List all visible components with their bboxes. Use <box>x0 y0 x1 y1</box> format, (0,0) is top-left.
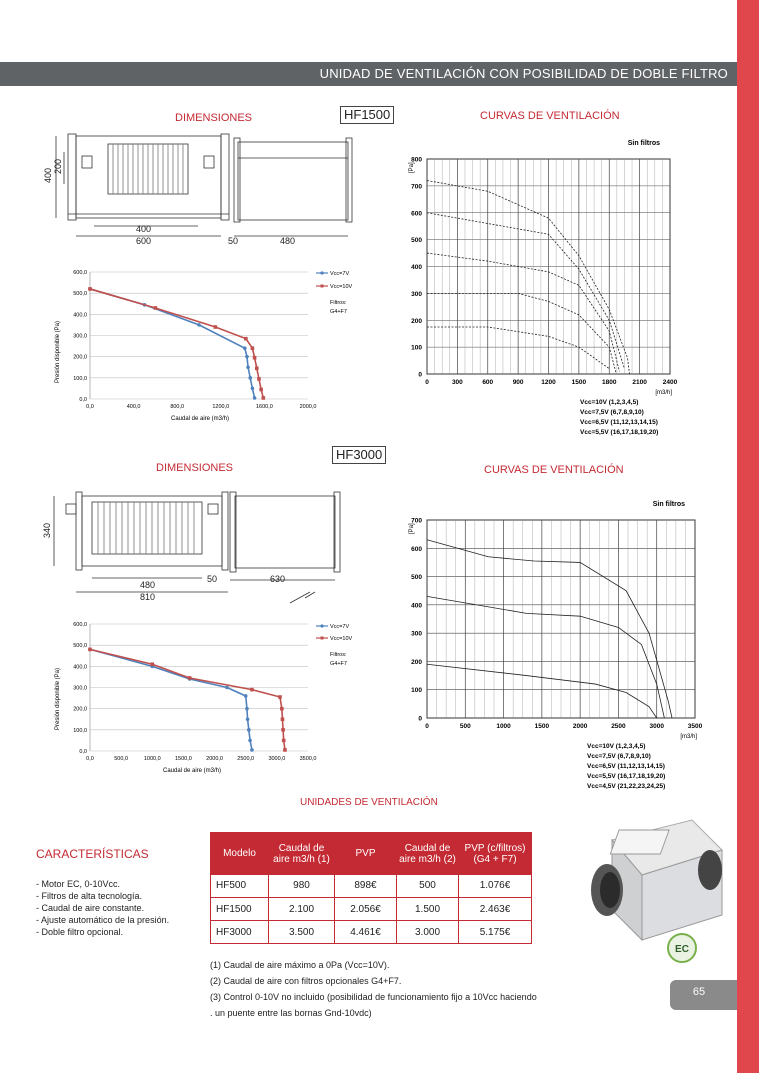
filters-note-1: Filtros: <box>330 652 347 658</box>
fan-y-tick: 400 <box>411 602 422 610</box>
fan-y-unit: [Pa] <box>409 162 415 173</box>
page-title: UNIDAD DE VENTILACIÓN CON POSIBILIDAD DE DOBLE FILTRO <box>319 66 728 81</box>
dim-depth-b: 630 <box>270 574 286 584</box>
fan-curve <box>427 596 664 718</box>
x-tick-label: 800,0 <box>170 404 185 410</box>
chart-xlabel: Caudal de aire (m3/h) <box>170 416 230 422</box>
hf1500-curves-title: CURVAS DE VENTILACIÓN <box>480 110 620 122</box>
fan-x-tick: 2000 <box>572 723 588 730</box>
data-point <box>251 387 255 391</box>
legend-10v: Vcc=10V <box>330 636 353 642</box>
data-point <box>244 694 248 698</box>
data-point <box>88 287 92 291</box>
fan-y-tick: 200 <box>411 317 422 325</box>
fan-y-tick: 400 <box>411 264 422 271</box>
fan-y-tick: 500 <box>411 574 422 582</box>
y-tick-label: 300,0 <box>73 333 87 340</box>
hf3000-dimensions-title: DIMENSIONES <box>156 462 234 474</box>
y-tick-label: 600,0 <box>73 622 87 628</box>
data-point <box>253 356 257 360</box>
fan-x-tick: 0 <box>425 723 429 730</box>
features-list <box>36 878 169 938</box>
series-line <box>90 289 255 398</box>
x-tick-label: 2000,0 <box>299 404 317 410</box>
fan-x-unit: [m3/h] <box>680 734 697 740</box>
col-caudal-1: Caudal de aire m3/h (1) <box>269 833 335 875</box>
data-point <box>248 376 252 380</box>
fan-legend-item: Vcc=5,5V (16,17,18,19,20) <box>587 773 666 780</box>
data-point <box>257 377 261 381</box>
fan-y-tick: 300 <box>411 290 422 298</box>
list-item: - Motor EC, 0-10Vcc. <box>36 879 121 889</box>
data-point <box>251 346 255 350</box>
data-point <box>225 686 229 690</box>
col-pvp: PVP <box>335 833 397 875</box>
fan-curve <box>427 540 672 718</box>
col-caudal-2: Caudal de aire m3/h (2) <box>397 833 459 875</box>
data-point <box>250 748 254 752</box>
fan-y-tick: 200 <box>411 658 422 666</box>
list-item: - Ajuste automático de la presión. <box>36 915 170 925</box>
fan-legend-item: Vcc=10V (1,2,3,4,5) <box>587 743 646 750</box>
fan-y-tick: 800 <box>411 156 422 164</box>
series-line <box>90 289 263 398</box>
data-point <box>154 306 158 310</box>
dim-depth-b: 480 <box>280 236 296 246</box>
x-tick-label: 1000,0 <box>143 756 161 762</box>
y-tick-label: 400,0 <box>73 312 87 319</box>
fan-x-tick: 1200 <box>541 379 556 386</box>
fan-legend-item: Vcc=7,5V (6,7,8,9,10) <box>587 753 651 760</box>
footnote-3: (3) Control 0-10V no incluido (posibilidad de funcionamiento fijo a 10Vcc haciendo <box>210 992 537 1002</box>
fan-y-tick: 600 <box>411 545 422 553</box>
table-row: HF500 980 898€ 500 1.076€ <box>211 875 532 898</box>
footnotes <box>210 957 537 1021</box>
series-line <box>90 649 252 750</box>
data-point <box>253 396 257 400</box>
dim-width-inner: 400 <box>136 224 152 234</box>
fan-x-tick: 1500 <box>534 723 550 730</box>
data-point <box>214 325 218 329</box>
fan-y-tick: 500 <box>411 237 422 245</box>
chart-ylabel: Presión disponible (Pa) <box>55 667 61 731</box>
features-title: CARACTERÍSTICAS <box>36 847 149 861</box>
fan-chart-tag: Sin filtros <box>652 501 685 508</box>
fan-legend-item: Vcc=6,5V (11,12,13,14,15) <box>587 763 665 770</box>
data-point <box>88 648 92 652</box>
units-table-title: UNIDADES DE VENTILACIÓN <box>300 797 438 808</box>
x-tick-label: 1600,0 <box>255 404 273 410</box>
fan-legend-item: Vcc=6,5V (11,12,13,14,15) <box>580 419 658 426</box>
data-point <box>248 739 252 743</box>
dim-height: 340 <box>42 522 52 538</box>
fan-y-tick: 0 <box>418 371 422 379</box>
data-point <box>150 662 154 666</box>
fan-x-tick: 1500 <box>571 379 587 386</box>
data-point <box>278 695 282 699</box>
fan-y-tick: 100 <box>411 687 422 695</box>
footnote-2: (2) Caudal de aire con filtros opcionales G4+F7. <box>210 976 402 986</box>
data-point <box>281 728 285 732</box>
x-tick-label: 400,0 <box>126 404 141 410</box>
y-tick-label: 0,0 <box>79 749 87 755</box>
y-tick-label: 300,0 <box>73 685 87 692</box>
list-item: - Caudal de aire constante. <box>36 903 145 913</box>
y-tick-label: 500,0 <box>73 291 87 298</box>
fan-x-tick: 300 <box>451 379 463 386</box>
x-tick-label: 500,0 <box>114 756 129 762</box>
data-point <box>245 707 249 711</box>
fan-x-tick: 2400 <box>662 379 678 386</box>
y-tick-label: 500,0 <box>73 643 87 650</box>
x-tick-label: 3000,0 <box>268 756 286 762</box>
data-point <box>281 717 285 721</box>
dim-depth-a: 50 <box>207 574 218 584</box>
fan-x-tick: 3000 <box>649 723 664 730</box>
fan-legend-item: Vcc=7,5V (6,7,8,9,10) <box>580 409 644 416</box>
footnote-1: (1) Caudal de aire máximo a 0Pa (Vcc=10V). <box>210 960 390 970</box>
dim-height-outer: 400 <box>43 167 53 183</box>
y-tick-label: 100,0 <box>73 727 87 734</box>
list-item: - Filtros de alta tecnología. <box>36 891 143 901</box>
data-point <box>283 748 287 752</box>
table-row: HF1500 2.100 2.056€ 1.500 2.463€ <box>211 898 532 921</box>
data-point <box>244 337 248 341</box>
fan-x-tick: 1000 <box>496 723 511 730</box>
fan-curve <box>427 253 619 371</box>
data-point <box>188 676 192 680</box>
list-item: - Doble filtro opcional. <box>36 927 124 937</box>
fan-y-tick: 600 <box>411 210 422 218</box>
data-point <box>246 365 250 369</box>
y-tick-label: 400,0 <box>73 664 87 671</box>
fan-y-unit: [Pa] <box>409 523 415 534</box>
product-photo <box>582 800 732 970</box>
data-point <box>282 739 286 743</box>
fan-y-tick: 0 <box>418 715 422 723</box>
data-point <box>197 323 201 327</box>
dim-width-inner: 480 <box>140 580 156 590</box>
series-line <box>90 649 285 750</box>
fan-x-tick: 2500 <box>611 723 626 730</box>
data-point <box>247 728 251 732</box>
filters-note-2: G4+F7 <box>330 309 347 315</box>
fan-legend-item: Vcc=5,5V (16,17,18,19,20) <box>580 429 659 436</box>
fan-x-tick: 900 <box>512 379 524 386</box>
footnote-4: . un puente entre las bornas Gnd-10vdc) <box>210 1008 372 1018</box>
col-pvp-filtros: PVP (c/filtros) (G4 + F7) <box>459 833 532 875</box>
data-point <box>243 346 247 350</box>
hf1500-dimensions-title: DIMENSIONES <box>175 112 253 124</box>
fan-y-tick: 300 <box>411 630 422 638</box>
y-tick-label: 200,0 <box>73 706 87 713</box>
units-table <box>210 832 532 944</box>
hf1500-pressure-chart <box>52 262 352 427</box>
dim-depth-a: 50 <box>228 236 239 246</box>
filters-note-2: G4+F7 <box>330 661 347 667</box>
x-tick-label: 3500,0 <box>299 756 317 762</box>
data-point <box>245 355 249 359</box>
x-tick-label: 0,0 <box>86 404 94 410</box>
fan-x-tick: 1800 <box>602 379 617 386</box>
ec-badge: EC <box>675 944 689 955</box>
y-tick-label: 0,0 <box>79 397 87 403</box>
hf1500-dimension-drawing <box>43 128 360 248</box>
dim-height-inner: 200 <box>53 158 63 174</box>
chart-ylabel: Presión disponible (Pa) <box>55 320 61 384</box>
fan-y-tick: 700 <box>411 517 422 525</box>
x-tick-label: 1200,0 <box>212 404 230 410</box>
hf3000-model-label: HF3000 <box>332 446 386 464</box>
data-point <box>255 367 259 371</box>
hf3000-fan-curves <box>405 470 705 805</box>
hf1500-fan-curves <box>405 122 680 476</box>
dim-width-outer: 810 <box>140 592 156 602</box>
y-tick-label: 600,0 <box>73 270 87 276</box>
hf3000-dimension-drawing <box>30 488 350 608</box>
fan-x-tick: 500 <box>459 723 471 730</box>
fan-chart-tag: Sin filtros <box>627 140 660 147</box>
data-point <box>250 688 254 692</box>
fan-x-unit: [m3/h] <box>655 390 672 396</box>
x-tick-label: 2500,0 <box>237 756 255 762</box>
data-point <box>246 717 250 721</box>
fan-x-tick: 3500 <box>687 723 703 730</box>
table-row: HF3000 3.500 4.461€ 3.000 5.175€ <box>211 921 532 944</box>
data-point <box>259 388 263 392</box>
fan-x-tick: 0 <box>425 379 429 386</box>
x-tick-label: 1500,0 <box>175 756 192 762</box>
hf3000-pressure-chart <box>52 614 352 779</box>
hf1500-model-label: HF1500 <box>340 106 394 124</box>
fan-y-tick: 700 <box>411 183 422 191</box>
side-color-band <box>737 0 759 1073</box>
data-point <box>262 396 266 400</box>
legend-7v: Vcc=7V <box>330 624 350 630</box>
col-modelo: Modelo <box>211 833 269 875</box>
x-tick-label: 0,0 <box>86 756 94 762</box>
x-tick-label: 2000,0 <box>206 756 223 762</box>
hf3000-curves-title: CURVAS DE VENTILACIÓN <box>484 464 624 476</box>
dim-width-outer: 600 <box>136 236 152 246</box>
legend-10v: Vcc=10V <box>330 284 353 290</box>
chart-xlabel: Caudal de aire (m3/h) <box>162 768 222 774</box>
fan-y-tick: 100 <box>411 344 422 352</box>
y-tick-label: 100,0 <box>73 375 87 382</box>
filters-note-1: Filtros: <box>330 300 347 306</box>
y-tick-label: 200,0 <box>73 354 87 361</box>
fan-legend-item: Vcc=4,5V (21,22,23,24,25) <box>587 783 666 790</box>
data-point <box>280 707 284 711</box>
page-number: 65 <box>692 986 706 998</box>
fan-x-tick: 600 <box>482 379 494 386</box>
fan-legend-item: Vcc=10V (1,2,3,4,5) <box>580 399 639 406</box>
legend-7v: Vcc=7V <box>330 271 350 277</box>
fan-x-tick: 2100 <box>632 379 647 386</box>
fan-curve <box>427 293 616 374</box>
